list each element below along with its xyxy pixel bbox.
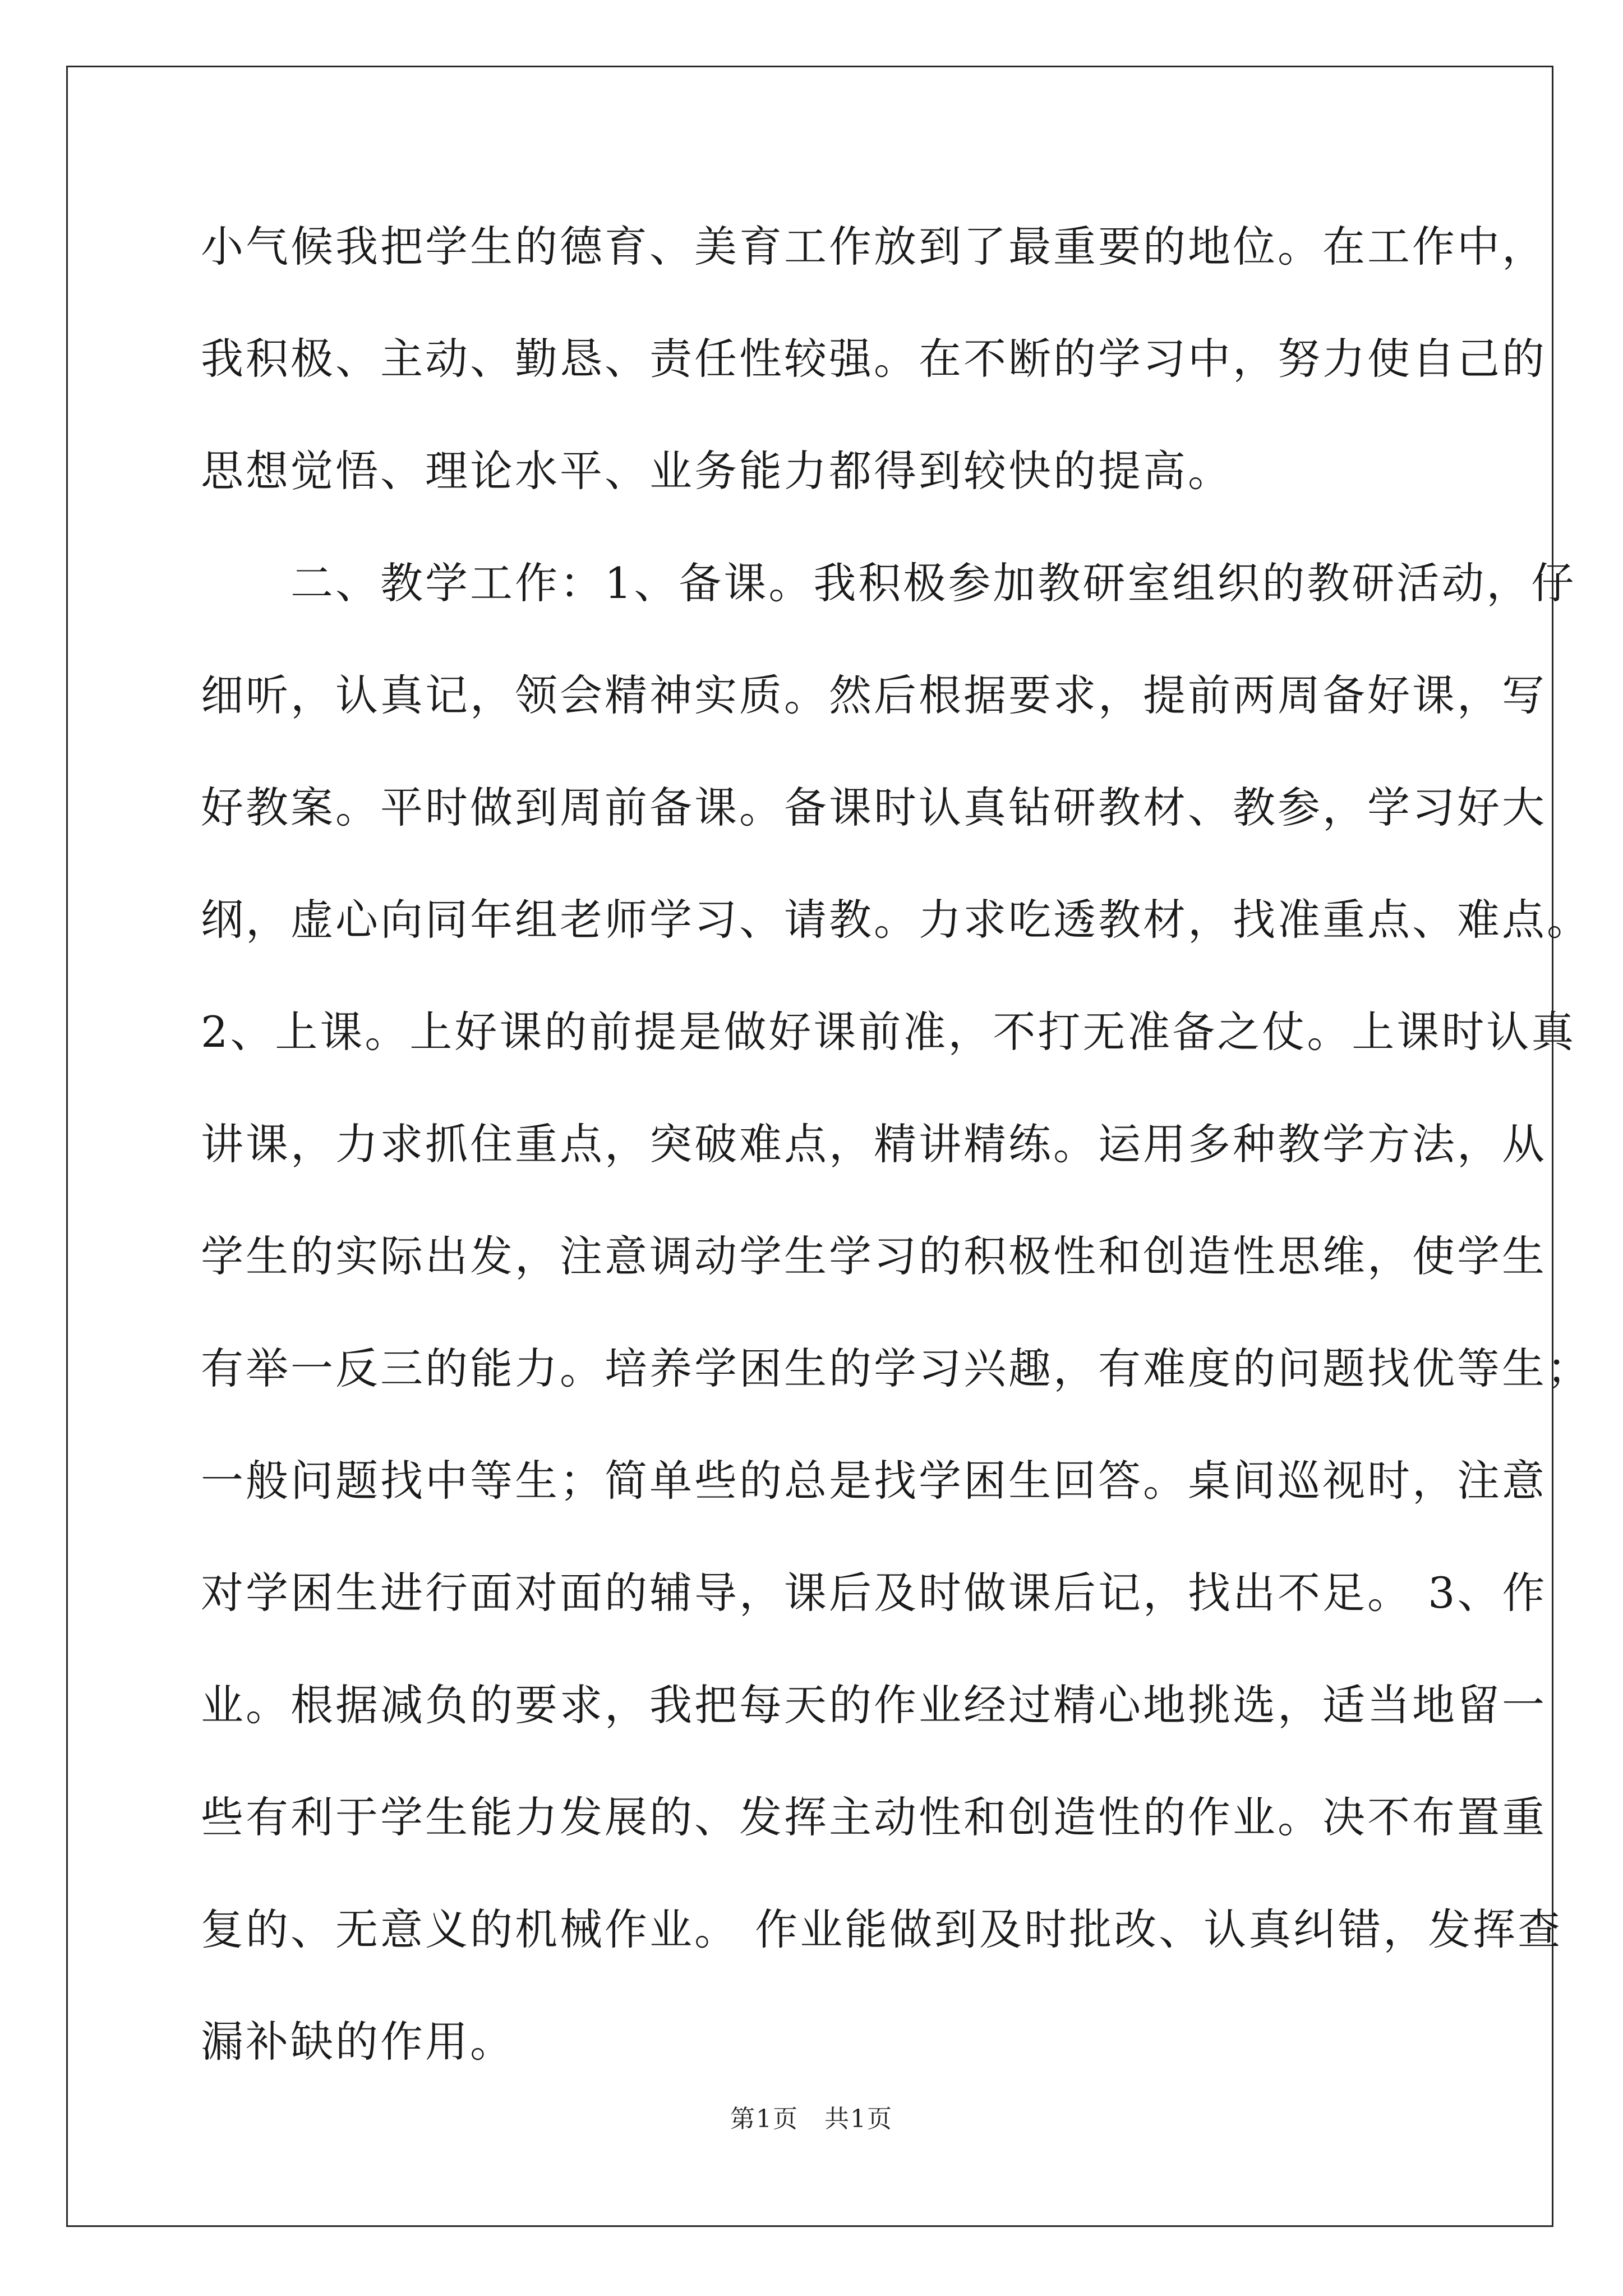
page-number: 第1页 共1页 [730, 2105, 893, 2133]
text-line: 好教案。平时做到周前备课。备课时认真钻研教材、教参，学习好大 [201, 783, 1547, 832]
text-line: 思想觉悟、理论水平、业务能力都得到较快的提高。 [201, 446, 1233, 496]
text-line: 细听，认真记，领会精神实质。然后根据要求，提前两周备好课，写 [201, 670, 1547, 720]
text-line: 些有利于学生能力发展的、发挥主动性和创造性的作业。决不布置重 [201, 1792, 1547, 1842]
text-line: 纲，虚心向同年组老师学习、请教。力求吃透教材，找准重点、难点。 [201, 895, 1592, 945]
text-line: 二、教学工作：1、备课。我积极参加教研室组织的教研活动，仔 [201, 558, 1576, 608]
text-line: 小气候我把学生的德育、美育工作放到了最重要的地位。在工作中， [201, 222, 1547, 272]
text-line: 业。根据减负的要求，我把每天的作业经过精心地挑选，适当地留一 [201, 1680, 1547, 1730]
text-line: 一般问题找中等生；简单些的总是找学困生回答。桌间巡视时，注意 [201, 1456, 1547, 1506]
text-line: 我积极、主动、勤恳、责任性较强。在不断的学习中，努力使自己的 [201, 334, 1547, 384]
text-line: 对学困生进行面对面的辅导，课后及时做课后记，找出不足。 3、作 [201, 1568, 1547, 1618]
text-line: 讲课，力求抓住重点，突破难点，精讲精练。运用多种教学方法，从 [201, 1119, 1547, 1169]
text-line: 2、上课。上好课的前提是做好课前准，不打无准备之仗。上课时认真 [201, 1007, 1576, 1057]
text-line: 复的、无意义的机械作业。 作业能做到及时批改、认真纠错，发挥查 [201, 1904, 1563, 1954]
text-line: 漏补缺的作用。 [201, 2017, 515, 2067]
text-line: 学生的实际出发，注意调动学生学习的积极性和创造性思维，使学生 [201, 1231, 1547, 1281]
text-line: 有举一反三的能力。培养学困生的学习兴趣，有难度的问题找优等生； [201, 1343, 1592, 1393]
